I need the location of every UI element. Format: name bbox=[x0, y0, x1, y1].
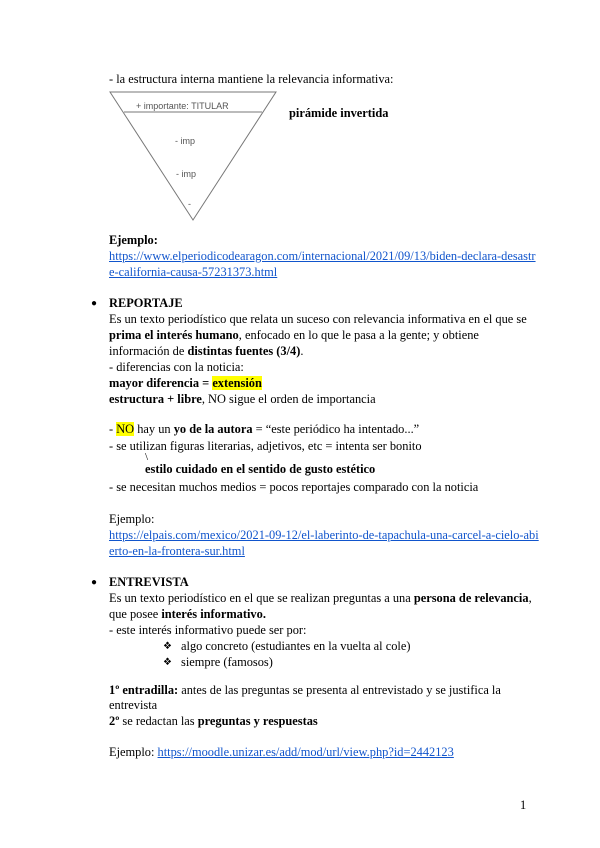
reportaje-extension-highlight: extensión bbox=[212, 376, 262, 390]
entrevista-persona-bold: persona de relevancia bbox=[413, 591, 529, 605]
reportaje-example-label: Ejemplo: bbox=[109, 512, 155, 526]
pyramid-mid2-label: - imp bbox=[176, 169, 196, 179]
pyramid-bottom-label: - bbox=[188, 199, 191, 209]
reportaje-estructura-rest: , NO sigue el orden de importancia bbox=[201, 392, 376, 406]
entrevista-p1-post: , bbox=[528, 591, 532, 605]
reportaje-yo-bold: yo de la autora bbox=[173, 422, 253, 436]
entrevista-segundo-mid: se redactan las bbox=[119, 714, 198, 728]
reportaje-example-link-line1[interactable]: https://elpais.com/mexico/2021-09-12/el-laberinto-de-tapachula-una-carcel-a-cielo-abi bbox=[109, 528, 539, 542]
pyramid-caption: pirámide invertida bbox=[289, 106, 389, 120]
example1-link-line2[interactable]: e-california-causa-57231373.html bbox=[109, 265, 278, 279]
entrevista-preguntas-bold: preguntas y respuestas bbox=[197, 714, 318, 728]
page-number: 1 bbox=[520, 798, 527, 812]
entrevista-p1-pre: Es un texto periodístico en el que se realizan preguntas a una bbox=[109, 591, 414, 605]
pyramid-top-label: + importante: TITULAR bbox=[136, 101, 229, 111]
reportaje-paragraph-line1: Es un texto periodístico que relata un suceso con relevancia informativa en el que se bbox=[109, 312, 527, 326]
entrevista-list-item: algo concreto (estudiantes en la vuelta al cole) bbox=[181, 639, 411, 653]
reportaje-figuras-line: - se utilizan figuras literarias, adjetivos, etc = intenta ser bonito bbox=[109, 439, 422, 453]
example1-label: Ejemplo: bbox=[109, 233, 158, 247]
entrevista-segundo-line bbox=[109, 714, 318, 729]
reportaje-fuentes-bold: distintas fuentes (3/4) bbox=[187, 344, 301, 358]
reportaje-paragraph-line3 bbox=[109, 344, 303, 359]
entrevista-paragraph-line2 bbox=[109, 607, 266, 622]
diamond-bullet-icon: ❖ bbox=[163, 657, 172, 668]
reportaje-yo-pre: hay un bbox=[134, 422, 174, 436]
reportaje-estructura-line bbox=[109, 392, 376, 407]
entrevista-posee-pre: que posee bbox=[109, 607, 162, 621]
reportaje-arrow: \ bbox=[145, 451, 149, 463]
reportaje-fuentes-pre: información de bbox=[109, 344, 188, 358]
reportaje-mayor-line bbox=[109, 376, 262, 391]
reportaje-yo-post: = “este periódico ha intentado...” bbox=[252, 422, 420, 436]
entrevista-entradilla-line2: entrevista bbox=[109, 698, 158, 712]
intro-line: - la estructura interna mantiene la relevancia informativa: bbox=[109, 72, 394, 86]
diamond-bullet-icon: ❖ bbox=[163, 641, 172, 652]
reportaje-fuentes-post: . bbox=[300, 344, 304, 358]
entrevista-interes-line: - este interés informativo puede ser por: bbox=[109, 623, 307, 637]
bullet-reportaje: ● bbox=[91, 298, 98, 309]
entrevista-entradilla-bold: 1º entradilla: bbox=[109, 683, 179, 697]
reportaje-medios-line: - se necesitan muchos medios = pocos reportajes comparado con la noticia bbox=[109, 480, 479, 494]
entrevista-interes-bold: interés informativo. bbox=[161, 607, 266, 621]
pyramid-mid1-label: - imp bbox=[175, 136, 195, 146]
reportaje-prima-bold: prima el interés humano bbox=[109, 328, 239, 342]
entrevista-example-line bbox=[109, 745, 454, 760]
reportaje-heading: REPORTAJE bbox=[109, 296, 183, 310]
reportaje-estructura-bold: estructura + libre bbox=[109, 392, 202, 406]
reportaje-estilo-bold: estilo cuidado en el sentido de gusto estético bbox=[145, 462, 376, 476]
entrevista-paragraph-line1 bbox=[109, 591, 532, 606]
reportaje-yo-line: - NO hay un yo de la autora = “este periódico ha intentado...” bbox=[109, 422, 420, 436]
reportaje-prima-rest: , enfocado en lo que le pasa a la gente; y obtiene bbox=[238, 328, 479, 342]
entrevista-segundo-bold: 2º bbox=[109, 714, 120, 728]
entrevista-entradilla-rest: antes de las preguntas se presenta al entrevistado y se justifica la bbox=[178, 683, 501, 697]
reportaje-diff-line: - diferencias con la noticia: bbox=[109, 360, 244, 374]
reportaje-mayor-pre: mayor diferencia = bbox=[109, 376, 213, 390]
entrevista-example-link[interactable]: https://moodle.unizar.es/add/mod/url/view.php?id=2442123 bbox=[157, 745, 454, 759]
reportaje-example-link-line2[interactable]: erto-en-la-frontera-sur.html bbox=[109, 544, 245, 558]
entrevista-list-item: siempre (famosos) bbox=[181, 655, 273, 669]
bullet-entrevista: ● bbox=[91, 577, 98, 588]
example1-link-line1[interactable]: https://www.elperiodicodearagon.com/internacional/2021/09/13/biden-declara-desastr bbox=[109, 249, 536, 263]
reportaje-paragraph-line2 bbox=[109, 328, 479, 343]
entrevista-heading: ENTREVISTA bbox=[109, 575, 189, 589]
reportaje-no-highlight: NO bbox=[116, 422, 135, 436]
entrevista-example-label: Ejemplo: bbox=[109, 745, 158, 759]
entrevista-entradilla-line bbox=[109, 683, 528, 698]
